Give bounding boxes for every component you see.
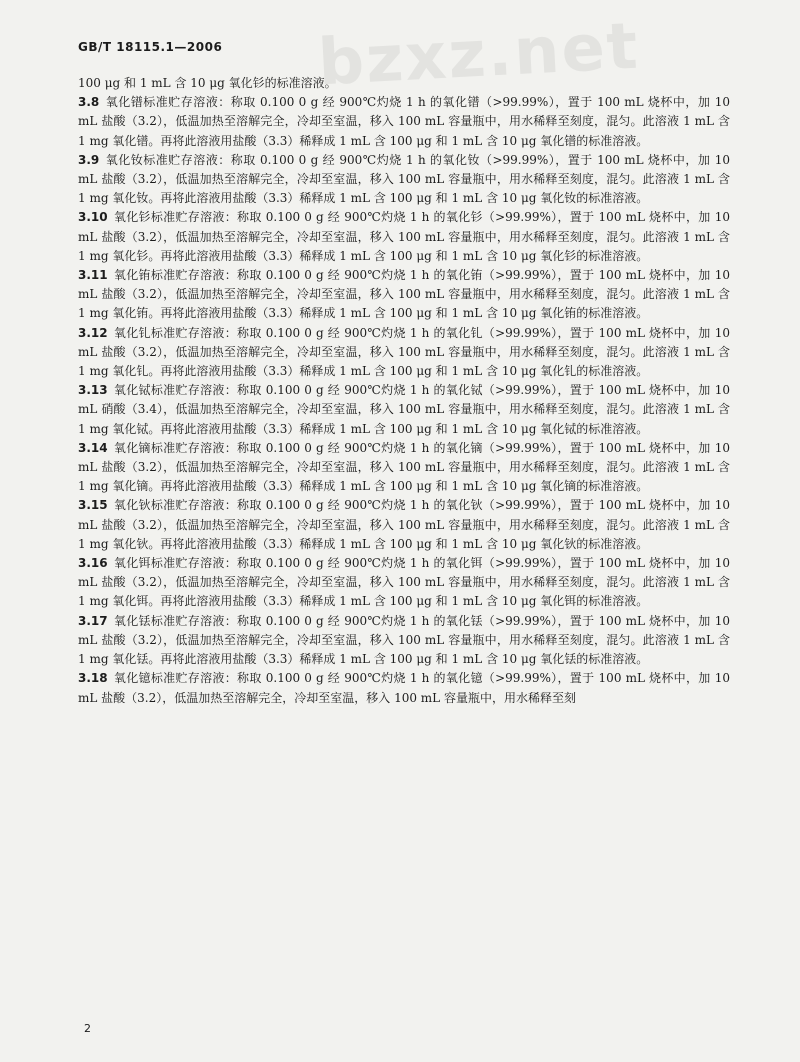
page-number: 2 xyxy=(84,1022,91,1035)
section-3-16 xyxy=(78,554,730,612)
section-3-18 xyxy=(78,669,730,707)
section-text: 氧化钐标准贮存溶液：称取 0.100 0 g 经 900℃灼烧 1 h 的氧化钐（>99.99%），置于 100 mL 烧杯中，加 10 mL 盐酸（3.2），低温加热至溶解完全，冷却至室温，移入 100 mL 容量瓶中，用水稀释至刻度，混匀。此溶液 1 mL 含 1 mg 氧化钐。再将此溶液用盐酸（3.3）稀释成 1 mL 含 100 μg 和 1 mL 含 10 μg 氧化钐的标准溶液。 xyxy=(78,210,730,263)
section-number: 3.11 xyxy=(78,268,108,283)
section-text: 氧化镨标准贮存溶液：称取 0.100 0 g 经 900℃灼烧 1 h 的氧化镨（>99.99%），置于 100 mL 烧杯中，加 10 mL 盐酸（3.2），低温加热至溶解完全，冷却至室温，移入 100 mL 容量瓶中，用水稀释至刻度，混匀。此溶液 1 mL 含 1 mg 氧化镨。再将此溶液用盐酸（3.3）稀释成 1 mL 含 100 μg 和 1 mL 含 10 μg 氧化镨的标准溶液。 xyxy=(78,95,730,148)
section-number: 3.9 xyxy=(78,152,100,167)
intro-line: 100 μg 和 1 mL 含 10 μg 氧化钐的标准溶液。 xyxy=(78,76,337,90)
section-3-14 xyxy=(78,439,730,497)
section-text: 氧化钆标准贮存溶液：称取 0.100 0 g 经 900℃灼烧 1 h 的氧化钆（>99.99%），置于 100 mL 烧杯中，加 10 mL 盐酸（3.2），低温加热至溶解完全，冷却至室温，移入 100 mL 容量瓶中，用水稀释至刻度，混匀。此溶液 1 mL 含 1 mg 氧化钆。再将此溶液用盐酸（3.3）稀释成 1 mL 含 100 μg 和 1 mL 含 10 μg 氧化钆的标准溶液。 xyxy=(78,325,730,379)
section-number: 3.8 xyxy=(78,95,100,110)
section-3-8 xyxy=(78,93,730,151)
section-number: 3.12 xyxy=(78,325,108,340)
section-text: 氧化钕标准贮存溶液：称取 0.100 0 g 经 900℃灼烧 1 h 的氧化钕（>99.99%），置于 100 mL 烧杯中，加 10 mL 盐酸（3.2），低温加热至溶解完全，冷却至室温，移入 100 mL 容量瓶中，用水稀释至刻度，混匀。此溶液 1 mL 含 1 mg 氧化钕。再将此溶液用盐酸（3.3）稀释成 1 mL 含 100 μg 和 1 mL 含 10 μg 氧化钕的标准溶液。 xyxy=(78,152,730,206)
standard-code-header: GB/T 18115.1—2006 xyxy=(78,40,223,54)
section-3-11 xyxy=(78,266,730,324)
section-number: 3.17 xyxy=(78,613,108,628)
section-text: 氧化铒标准贮存溶液：称取 0.100 0 g 经 900℃灼烧 1 h 的氧化铒（>99.99%），置于 100 mL 烧杯中，加 10 mL 盐酸（3.2），低温加热至溶解完全，冷却至室温，移入 100 mL 容量瓶中，用水稀释至刻度，混匀。此溶液 1 mL 含 1 mg 氧化铒。再将此溶液用盐酸（3.3）稀释成 1 mL 含 100 μg 和 1 mL 含 10 μg 氧化铒的标准溶液。 xyxy=(78,556,730,609)
section-text: 氧化铽标准贮存溶液：称取 0.100 0 g 经 900℃灼烧 1 h 的氧化铽（>99.99%），置于 100 mL 烧杯中，加 10 mL 硝酸（3.4），低温加热至溶解完全，冷却至室温，移入 100 mL 容量瓶中，用水稀释至刻度，混匀。此溶液 1 mL 含 1 mg 氧化铽。再将此溶液用盐酸（3.3）稀释成 1 mL 含 100 μg 和 1 mL 含 10 μg 氧化铽的标准溶液。 xyxy=(78,383,730,436)
watermark: bzxz.net xyxy=(316,9,642,101)
section-3-17 xyxy=(78,612,730,670)
section-number: 3.14 xyxy=(78,440,108,455)
section-number: 3.18 xyxy=(78,671,108,686)
section-number: 3.10 xyxy=(78,210,108,225)
section-3-12 xyxy=(78,324,730,382)
section-text: 氧化镝标准贮存溶液：称取 0.100 0 g 经 900℃灼烧 1 h 的氧化镝（>99.99%），置于 100 mL 烧杯中，加 10 mL 盐酸（3.2），低温加热至溶解完全，冷却至室温，移入 100 mL 容量瓶中，用水稀释至刻度，混匀。此溶液 1 mL 含 1 mg 氧化镝。再将此溶液用盐酸（3.3）稀释成 1 mL 含 100 μg 和 1 mL 含 10 μg 氧化镝的标准溶液。 xyxy=(78,440,730,494)
section-3-9 xyxy=(78,151,730,209)
section-text: 氧化铥标准贮存溶液：称取 0.100 0 g 经 900℃灼烧 1 h 的氧化铥（>99.99%），置于 100 mL 烧杯中，加 10 mL 盐酸（3.2），低温加热至溶解完全，冷却至室温，移入 100 mL 容量瓶中，用水稀释至刻度，混匀。此溶液 1 mL 含 1 mg 氧化铥。再将此溶液用盐酸（3.3）稀释成 1 mL 含 100 μg 和 1 mL 含 10 μg 氧化铥的标准溶液。 xyxy=(78,613,730,667)
section-3-10 xyxy=(78,208,730,266)
section-text: 氧化铕标准贮存溶液：称取 0.100 0 g 经 900℃灼烧 1 h 的氧化铕（>99.99%），置于 100 mL 烧杯中，加 10 mL 盐酸（3.2），低温加热至溶解完全，冷却至室温，移入 100 mL 容量瓶中，用水稀释至刻度，混匀。此溶液 1 mL 含 1 mg 氧化铕。再将此溶液用盐酸（3.3）稀释成 1 mL 含 100 μg 和 1 mL 含 10 μg 氧化铕的标准溶液。 xyxy=(78,268,730,321)
section-number: 3.13 xyxy=(78,383,108,398)
section-3-13 xyxy=(78,381,730,439)
document-body xyxy=(78,74,730,708)
section-text: 氧化镱标准贮存溶液：称取 0.100 0 g 经 900℃灼烧 1 h 的氧化镱（>99.99%），置于 100 mL 烧杯中，加 10 mL 盐酸（3.2），低温加热至溶解完全，冷却至室温，移入 100 mL 容量瓶中，用水稀释至刻 xyxy=(78,671,730,705)
section-3-15 xyxy=(78,496,730,554)
section-text: 氧化钬标准贮存溶液：称取 0.100 0 g 经 900℃灼烧 1 h 的氧化钬（>99.99%），置于 100 mL 烧杯中，加 10 mL 盐酸（3.2），低温加热至溶解完全，冷却至室温，移入 100 mL 容量瓶中，用水稀释至刻度，混匀。此溶液 1 mL 含 1 mg 氧化钬。再将此溶液用盐酸（3.3）稀释成 1 mL 含 100 μg 和 1 mL 含 10 μg 氧化钬的标准溶液。 xyxy=(78,498,730,551)
section-number: 3.16 xyxy=(78,556,108,571)
section-number: 3.15 xyxy=(78,498,108,513)
